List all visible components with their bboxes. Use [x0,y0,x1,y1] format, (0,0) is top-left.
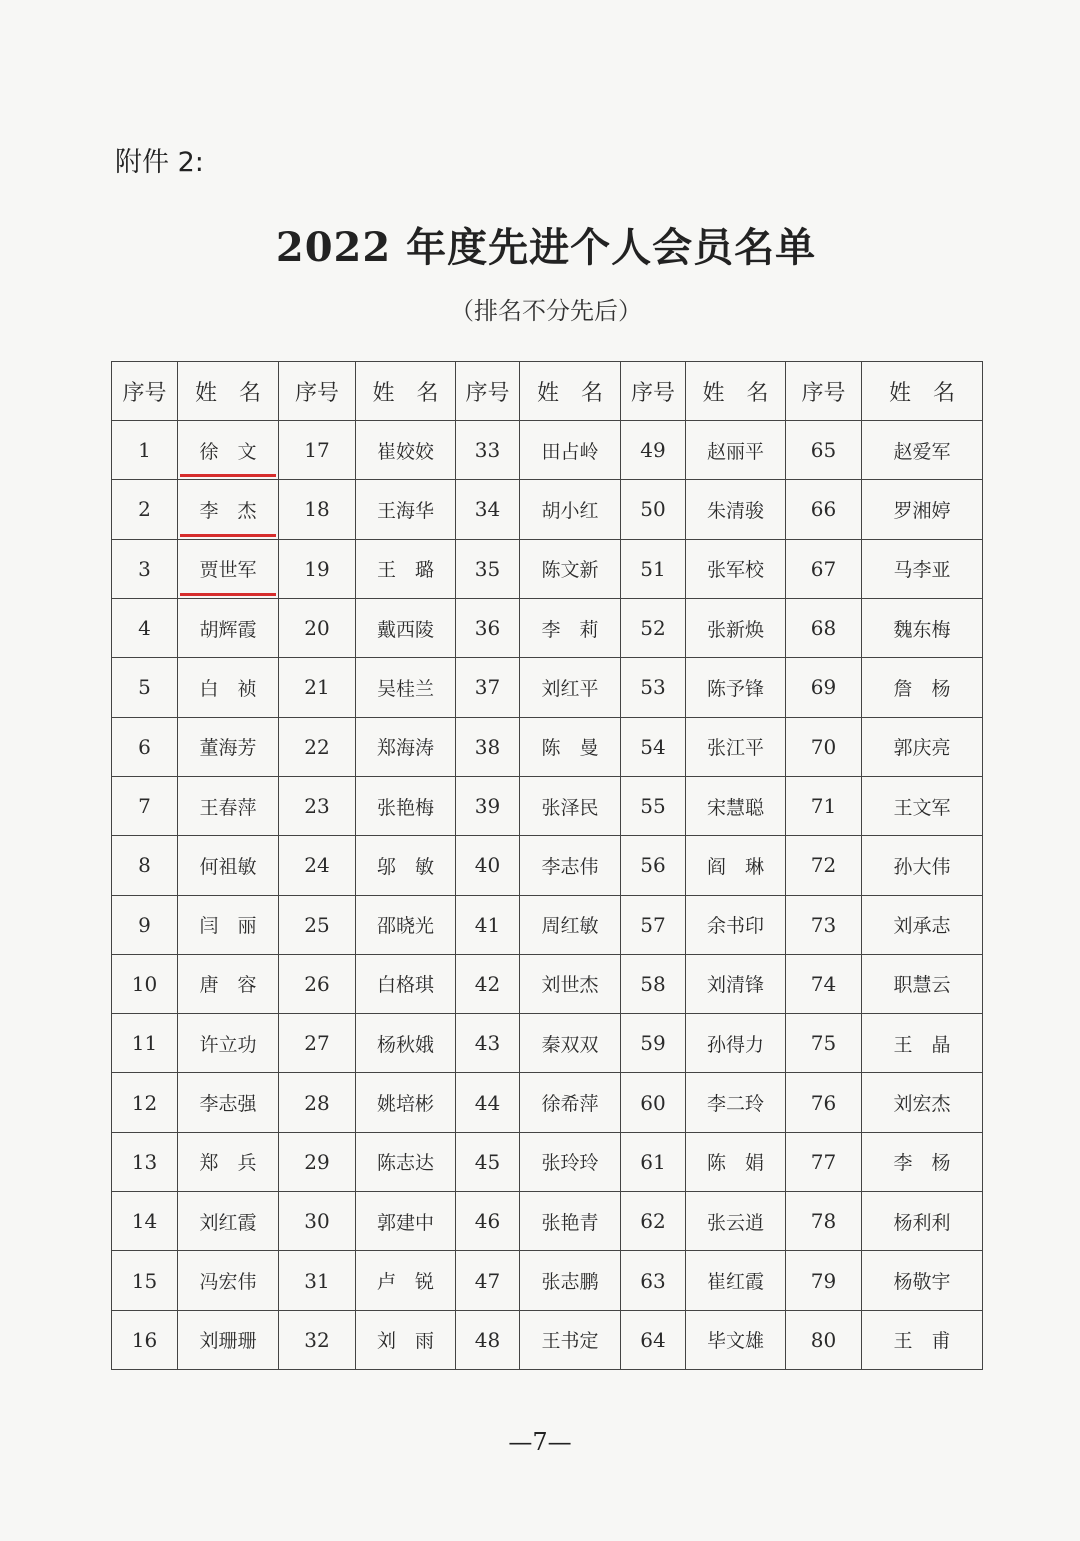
serial-number-cell: 22 [279,717,356,776]
member-name-cell: 刘红平 [520,658,621,717]
table-row [112,421,983,480]
serial-number-cell: 50 [621,480,686,539]
member-name-cell: 职慧云 [862,954,983,1013]
serial-number-cell: 31 [279,1251,356,1310]
member-name-cell: 王 璐 [356,539,456,598]
table-row [112,776,983,835]
serial-number-cell: 13 [112,1132,178,1191]
serial-number-cell: 39 [456,776,520,835]
serial-number-cell: 29 [279,1132,356,1191]
member-name-cell: 张新焕 [686,598,786,657]
table-row [112,836,983,895]
table-row [112,1192,983,1251]
serial-number-cell: 27 [279,1014,356,1073]
member-name-cell: 郭建中 [356,1192,456,1251]
page-subtitle: （排名不分先后） [450,297,642,325]
member-name-cell: 张泽民 [520,776,621,835]
serial-number-cell: 54 [621,717,686,776]
serial-number-cell: 36 [456,598,520,657]
member-name-cell: 陈 曼 [520,717,621,776]
serial-number-cell: 14 [112,1192,178,1251]
table-row [112,717,983,776]
serial-number-cell: 4 [112,598,178,657]
member-name-cell: 刘承志 [862,895,983,954]
serial-number-cell: 26 [279,954,356,1013]
serial-number-cell: 70 [786,717,862,776]
serial-number-cell: 60 [621,1073,686,1132]
member-name-cell: 徐希萍 [520,1073,621,1132]
member-name-cell: 宋慧聪 [686,776,786,835]
serial-number-cell: 15 [112,1251,178,1310]
member-name-cell: 张云逍 [686,1192,786,1251]
table-row [112,539,983,598]
member-name-cell: 崔姣姣 [356,421,456,480]
member-name-cell: 孙得力 [686,1014,786,1073]
serial-number-cell: 66 [786,480,862,539]
table-row [112,895,983,954]
member-name-cell: 刘宏杰 [862,1073,983,1132]
serial-number-cell: 55 [621,776,686,835]
member-name-cell: 唐 容 [178,954,279,1013]
serial-number-cell: 11 [112,1014,178,1073]
serial-number-cell: 28 [279,1073,356,1132]
serial-number-cell: 47 [456,1251,520,1310]
serial-number-cell: 2 [112,480,178,539]
serial-number-cell: 37 [456,658,520,717]
header-cell: 姓 名 [862,362,983,421]
table-row [112,598,983,657]
member-name-cell: 王文军 [862,776,983,835]
serial-number-cell: 79 [786,1251,862,1310]
table-row [112,1014,983,1073]
serial-number-cell: 73 [786,895,862,954]
member-name-cell: 邬 敏 [356,836,456,895]
table-row [112,1251,983,1310]
serial-number-cell: 57 [621,895,686,954]
attachment-label: 附件 2: [115,147,204,178]
serial-number-cell: 32 [279,1310,356,1369]
member-name-cell: 赵丽平 [686,421,786,480]
serial-number-cell: 67 [786,539,862,598]
member-name-cell: 冯宏伟 [178,1251,279,1310]
member-name-cell: 张玲玲 [520,1132,621,1191]
serial-number-cell: 24 [279,836,356,895]
member-name-cell: 陈文新 [520,539,621,598]
serial-number-cell: 16 [112,1310,178,1369]
table-row [112,480,983,539]
serial-number-cell: 17 [279,421,356,480]
table-row [112,1310,983,1369]
serial-number-cell: 23 [279,776,356,835]
header-cell: 序号 [456,362,520,421]
serial-number-cell: 48 [456,1310,520,1369]
serial-number-cell: 7 [112,776,178,835]
header-cell: 姓 名 [356,362,456,421]
member-name-cell: 刘世杰 [520,954,621,1013]
member-name-cell: 张志鹏 [520,1251,621,1310]
member-name-cell: 余书印 [686,895,786,954]
member-name-cell: 胡辉霞 [178,598,279,657]
serial-number-cell: 62 [621,1192,686,1251]
serial-number-cell: 10 [112,954,178,1013]
member-name-cell: 许立功 [178,1014,279,1073]
serial-number-cell: 77 [786,1132,862,1191]
serial-number-cell: 3 [112,539,178,598]
member-name-cell: 李 莉 [520,598,621,657]
member-name-cell: 陈 娟 [686,1132,786,1191]
serial-number-cell: 46 [456,1192,520,1251]
serial-number-cell: 38 [456,717,520,776]
member-table [111,361,983,1370]
member-name-cell: 白 祯 [178,658,279,717]
serial-number-cell: 56 [621,836,686,895]
member-name-cell: 王 甫 [862,1310,983,1369]
member-name-cell: 陈志达 [356,1132,456,1191]
member-name-cell: 王海华 [356,480,456,539]
serial-number-cell: 41 [456,895,520,954]
member-name-cell: 贾世军 [178,539,279,598]
member-name-cell: 周红敏 [520,895,621,954]
serial-number-cell: 68 [786,598,862,657]
member-name-cell: 秦双双 [520,1014,621,1073]
serial-number-cell: 75 [786,1014,862,1073]
member-name-cell: 马李亚 [862,539,983,598]
serial-number-cell: 52 [621,598,686,657]
serial-number-cell: 59 [621,1014,686,1073]
serial-number-cell: 25 [279,895,356,954]
page-title: 2022 年度先进个人会员名单 [275,224,817,271]
serial-number-cell: 30 [279,1192,356,1251]
serial-number-cell: 34 [456,480,520,539]
member-name-cell: 郭庆亮 [862,717,983,776]
member-name-cell: 李 杰 [178,480,279,539]
member-name-cell: 郑海涛 [356,717,456,776]
member-name-cell: 罗湘婷 [862,480,983,539]
header-cell: 姓 名 [178,362,279,421]
member-name-cell: 王书定 [520,1310,621,1369]
serial-number-cell: 61 [621,1132,686,1191]
serial-number-cell: 1 [112,421,178,480]
member-name-cell: 杨秋娥 [356,1014,456,1073]
member-name-cell: 姚培彬 [356,1073,456,1132]
member-name-cell: 胡小红 [520,480,621,539]
member-name-cell: 崔红霞 [686,1251,786,1310]
serial-number-cell: 78 [786,1192,862,1251]
member-name-cell: 邵晓光 [356,895,456,954]
table-row [112,1073,983,1132]
serial-number-cell: 12 [112,1073,178,1132]
member-name-cell: 刘清锋 [686,954,786,1013]
member-name-cell: 王春萍 [178,776,279,835]
serial-number-cell: 51 [621,539,686,598]
member-name-cell: 戴西陵 [356,598,456,657]
serial-number-cell: 71 [786,776,862,835]
member-name-cell: 闫 丽 [178,895,279,954]
serial-number-cell: 53 [621,658,686,717]
serial-number-cell: 21 [279,658,356,717]
member-name-cell: 刘红霞 [178,1192,279,1251]
member-name-cell: 李 杨 [862,1132,983,1191]
member-name-cell: 刘珊珊 [178,1310,279,1369]
member-name-cell: 王 晶 [862,1014,983,1073]
member-name-cell: 卢 锐 [356,1251,456,1310]
member-name-cell: 阎 琳 [686,836,786,895]
serial-number-cell: 43 [456,1014,520,1073]
member-name-cell: 徐 文 [178,421,279,480]
table-row [112,658,983,717]
member-name-cell: 何祖敏 [178,836,279,895]
serial-number-cell: 33 [456,421,520,480]
member-name-cell: 郑 兵 [178,1132,279,1191]
member-name-cell: 吴桂兰 [356,658,456,717]
member-name-cell: 朱清骏 [686,480,786,539]
serial-number-cell: 8 [112,836,178,895]
page-number: —7— [508,1428,572,1456]
member-name-cell: 魏东梅 [862,598,983,657]
serial-number-cell: 64 [621,1310,686,1369]
table-row [112,954,983,1013]
serial-number-cell: 69 [786,658,862,717]
member-name-cell: 董海芳 [178,717,279,776]
serial-number-cell: 58 [621,954,686,1013]
header-cell: 姓 名 [686,362,786,421]
serial-number-cell: 5 [112,658,178,717]
member-name-cell: 毕文雄 [686,1310,786,1369]
serial-number-cell: 9 [112,895,178,954]
header-cell: 姓 名 [520,362,621,421]
header-cell: 序号 [621,362,686,421]
serial-number-cell: 19 [279,539,356,598]
serial-number-cell: 74 [786,954,862,1013]
member-name-cell: 张江平 [686,717,786,776]
member-name-cell: 张艳青 [520,1192,621,1251]
serial-number-cell: 40 [456,836,520,895]
member-name-cell: 赵爱军 [862,421,983,480]
member-name-cell: 李志伟 [520,836,621,895]
serial-number-cell: 44 [456,1073,520,1132]
member-name-cell: 杨敬宇 [862,1251,983,1310]
header-cell: 序号 [786,362,862,421]
member-name-cell: 张艳梅 [356,776,456,835]
serial-number-cell: 63 [621,1251,686,1310]
header-cell: 序号 [279,362,356,421]
header-cell: 序号 [112,362,178,421]
member-name-cell: 张军校 [686,539,786,598]
serial-number-cell: 20 [279,598,356,657]
serial-number-cell: 65 [786,421,862,480]
serial-number-cell: 42 [456,954,520,1013]
serial-number-cell: 45 [456,1132,520,1191]
member-name-cell: 詹 杨 [862,658,983,717]
serial-number-cell: 18 [279,480,356,539]
member-name-cell: 陈予锋 [686,658,786,717]
member-name-cell: 孙大伟 [862,836,983,895]
member-name-cell: 刘 雨 [356,1310,456,1369]
serial-number-cell: 6 [112,717,178,776]
member-name-cell: 李志强 [178,1073,279,1132]
serial-number-cell: 49 [621,421,686,480]
serial-number-cell: 72 [786,836,862,895]
member-name-cell: 李二玲 [686,1073,786,1132]
serial-number-cell: 76 [786,1073,862,1132]
serial-number-cell: 35 [456,539,520,598]
member-name-cell: 白格琪 [356,954,456,1013]
member-name-cell: 杨利利 [862,1192,983,1251]
serial-number-cell: 80 [786,1310,862,1369]
table-header-row [112,362,983,421]
table-row [112,1132,983,1191]
member-name-cell: 田占岭 [520,421,621,480]
